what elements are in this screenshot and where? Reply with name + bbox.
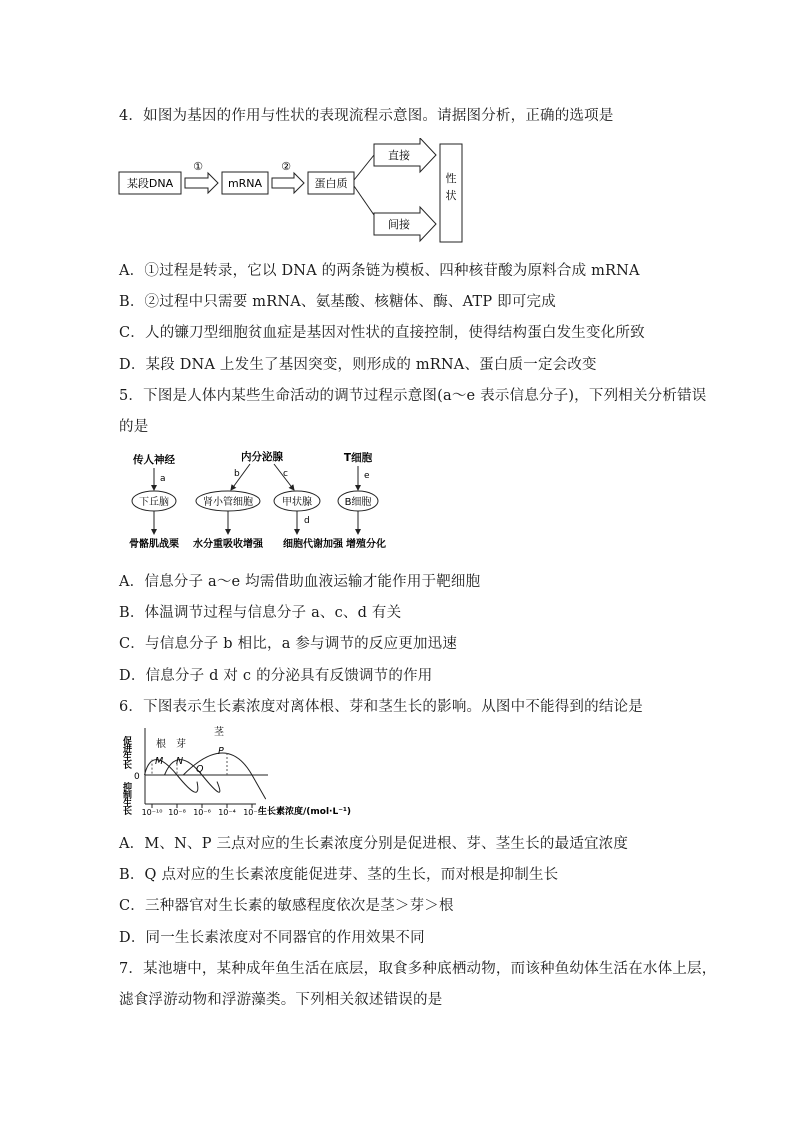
series-label-bud: 芽 [176,739,186,750]
thyroid-label: 甲状腺 [282,497,312,508]
q5-stem-line-2: 的是 [119,419,149,435]
q6-option-b: B．Q 点对应的生长素浓度能促进芽、茎的生长，而对根是抑制生长 [119,867,559,883]
q6-option-c: C．三种器官对生长素的敏感程度依次是茎＞芽＞根 [119,898,454,914]
q5-option-a: A．信息分子 a～e 均需借助血液运输才能作用于靶细胞 [119,574,481,590]
signal-a: a [160,474,166,484]
auxin-chart [0,722,794,822]
x-tick-label: 10⁻⁴ [218,808,236,817]
q7-stem-line-1: 7．某池塘中，某种成年鱼生活在底层，取食多种底栖动物，而该种鱼幼体生活在水体上层， [119,961,717,977]
x-tick-label: 10⁻² [243,808,261,817]
hypothalamus-label: 下丘脑 [139,497,169,508]
proliferation-label: 增殖分化 [346,539,386,550]
xlabel: 生长素浓度/(mol·L⁻¹) [258,807,352,817]
direct-label: 直接 [388,149,410,162]
ylabel-bottom: 抑制生长 [121,782,131,814]
tcell-label: T细胞 [343,452,373,464]
signal-d: d [304,516,310,526]
origin-label: 0 [134,772,140,782]
water-label: 水分重吸收增强 [193,539,263,550]
q5-option-d: D．信息分子 d 对 c 的分泌具有反馈调节的作用 [119,668,433,684]
step-2-label: ② [281,160,291,173]
point-p: P [218,746,224,757]
q4-option-a: A．①过程是转录，它以 DNA 的两条链为模板、四种核苷酸为原料合成 mRNA [119,263,640,279]
q4-stem: 4．如图为基因的作用与性状的表现流程示意图。请据图分析，正确的选项是 [119,108,614,124]
q5-option-b: B．体温调节过程与信息分子 a、c、d 有关 [119,605,402,621]
point-n: N [176,756,184,767]
endocrine-label: 内分泌腺 [241,451,283,463]
signal-c: c [283,469,288,479]
protein-label: 蛋白质 [314,177,348,190]
point-m: M [155,756,164,767]
series-label-root: 根 [156,739,166,750]
point-q: Q [196,764,204,775]
q6-stem: 6．下图表示生长素浓度对离体根、芽和茎生长的影响。从图中不能得到的结论是 [119,699,643,715]
trait-label-1: 性 [445,172,457,185]
x-tick-label: 10⁻⁶ [193,808,211,817]
signal-e: e [364,471,370,481]
q4-option-c: C．人的镰刀型细胞贫血症是基因对性状的直接控制，使得结构蛋白发生变化所致 [119,325,645,341]
x-tick-label: 10⁻⁸ [168,808,186,817]
dna-label: 某段DNA [126,177,174,190]
q4-option-b: B．②过程中只需要 mRNA、氨基酸、核糖体、酶、ATP 即可完成 [119,294,556,310]
muscle-label: 骨骼肌战栗 [129,539,179,550]
arrow-1-icon [185,173,218,193]
x-tick-label: 10⁻¹⁰ [141,808,163,817]
curve-芽 [165,760,220,793]
metabolism-label: 细胞代谢加强 [283,539,343,550]
nerve-label: 传人神经 [133,454,175,466]
arrow-2-icon [272,173,304,193]
q6-option-d: D．同一生长素浓度对不同器官的作用效果不同 [119,930,425,946]
q6-option-a: A．M、N、P 三点对应的生长素浓度分别是促进根、芽、茎生长的最适宜浓度 [119,836,629,852]
q5-regulation-diagram [0,448,794,558]
q7-stem-line-2: 滤食浮游动物和浮游藻类。下列相关叙述错误的是 [119,992,443,1008]
kidney-label: 肾小管细胞 [203,497,253,508]
series-label-stem: 茎 [214,727,224,738]
step-1-label: ① [193,160,203,173]
trait-label-2: 状 [445,189,457,202]
q5-stem-line-1: 5．下图是人体内某些生命活动的调节过程示意图(a～e 表示信息分子)，下列相关分析错误 [119,388,707,404]
q5-option-c: C．与信息分子 b 相比，a 参与调节的反应更加迅速 [119,636,458,652]
mrna-label: mRNA [227,177,263,190]
ylabel-top: 促进生长 [121,736,131,768]
indirect-label: 间接 [388,218,410,231]
bcell-label: B细胞 [344,497,372,508]
signal-b: b [234,469,240,479]
q4-gene-expression-diagram [0,138,794,248]
q4-option-d: D．某段 DNA 上发生了基因突变，则形成的 mRNA、蛋白质一定会改变 [119,357,597,373]
